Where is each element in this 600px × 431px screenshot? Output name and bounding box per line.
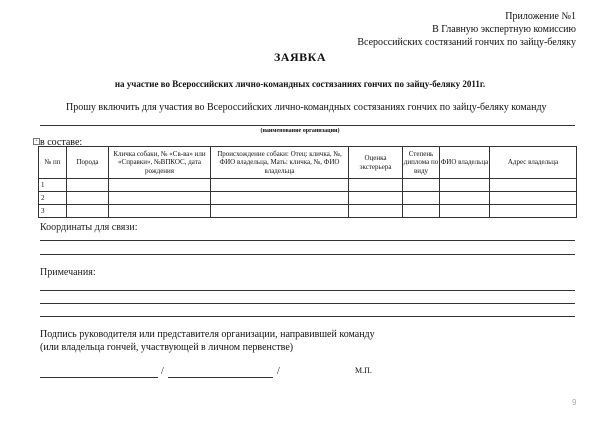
col-diploma-header: Степень диплома по виду [403, 147, 440, 179]
signature-separator: / [161, 366, 164, 377]
row-number: 3 [39, 205, 67, 218]
request-text: Прошу включить для участия во Всероссийских лично-командных состязаниях гончих по зайцу-беляку команду [66, 102, 547, 113]
row-number: 2 [39, 192, 67, 205]
table-cell[interactable] [67, 205, 109, 218]
page-number: 9 [572, 398, 577, 407]
contacts-label: Координаты для связи: [40, 222, 138, 233]
notes-label: Примечания: [40, 267, 96, 278]
annex-block [357, 10, 576, 49]
notes-field-line[interactable] [40, 303, 575, 304]
table-cell[interactable] [403, 179, 440, 192]
table-cell[interactable] [349, 205, 403, 218]
table-cell[interactable] [349, 192, 403, 205]
signature-line2: (или владельца гончей, участвующей в личном первенстве) [40, 342, 294, 353]
table-cell[interactable] [403, 192, 440, 205]
annex-addressee: В Главную экспертную комиссию [432, 24, 576, 35]
table-cell[interactable] [440, 192, 490, 205]
col-owner-header: ФИО владельца [440, 147, 490, 179]
signature-separator: / [277, 366, 280, 377]
table-cell[interactable] [67, 192, 109, 205]
organization-name-field[interactable] [40, 125, 575, 126]
table-cell[interactable] [211, 192, 349, 205]
table-cell[interactable] [440, 205, 490, 218]
notes-field-line[interactable] [40, 316, 575, 317]
contacts-field-line[interactable] [40, 254, 575, 255]
table-cell[interactable] [490, 192, 577, 205]
table-cell[interactable] [403, 205, 440, 218]
table-cell[interactable] [349, 179, 403, 192]
col-address-header: Адрес владельца [490, 147, 577, 179]
contacts-field-line[interactable] [40, 240, 575, 241]
table-cell[interactable] [211, 179, 349, 192]
organization-caption: (наименование организации) [260, 128, 340, 134]
table-row [39, 179, 577, 192]
table-cell[interactable] [67, 179, 109, 192]
annex-number: Приложение №1 [505, 11, 576, 22]
signature-line1: Подпись руководителя или представителя организации, направившей команду [40, 329, 375, 340]
table-cell[interactable] [490, 179, 577, 192]
name-transcript-field[interactable] [168, 377, 273, 378]
col-breed-header: Порода [67, 147, 109, 179]
document-title: ЗАЯВКА [273, 50, 327, 64]
col-pedigree-header: Происхождение собаки: Отец: кличка, №, ФИО владельца, Мать: кличка, №, ФИО владельца [211, 147, 349, 179]
composition-label: в составе: [40, 137, 83, 148]
notes-field-line[interactable] [40, 290, 575, 291]
signature-instructions [40, 328, 375, 354]
col-dog-name-header: Кличка собаки, № «Св-ва» или «Справки», №ВПКОС, дата рождения [109, 147, 211, 179]
col-exterior-header: Оценка экстерьера [349, 147, 403, 179]
document-subtitle: на участие во Всероссийских лично-командных состязаниях гончих по зайцу-беляку 2011г. [114, 79, 486, 89]
table-cell[interactable] [109, 179, 211, 192]
table-anchor-icon: + [33, 138, 40, 145]
signature-field[interactable] [40, 377, 158, 378]
table-header-row [39, 147, 577, 179]
table-cell[interactable] [440, 179, 490, 192]
row-number: 1 [39, 179, 67, 192]
table-row [39, 205, 577, 218]
table-cell[interactable] [490, 205, 577, 218]
table-cell[interactable] [109, 192, 211, 205]
table-cell[interactable] [109, 205, 211, 218]
stamp-placeholder: М.П. [355, 366, 372, 375]
col-number-header: № пп [39, 147, 67, 179]
annex-event: Всероссийских состязаний гончих по зайцу-беляку [357, 37, 576, 48]
table-row [39, 192, 577, 205]
participants-table [38, 146, 577, 218]
table-cell[interactable] [211, 205, 349, 218]
